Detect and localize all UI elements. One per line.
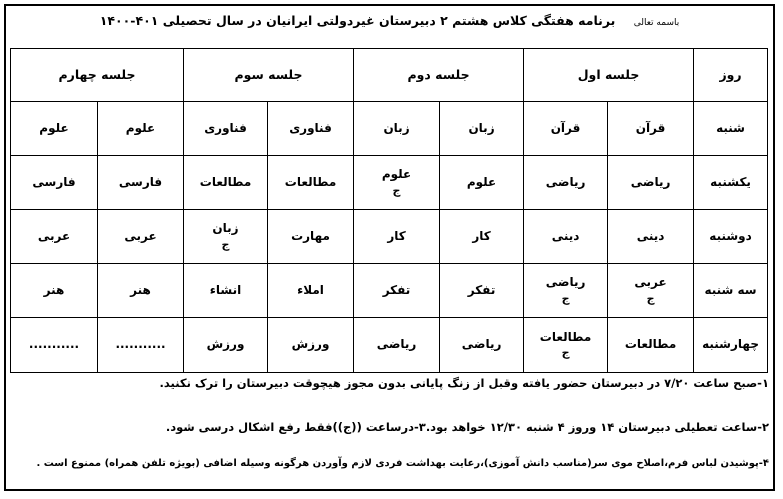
subject-cell [524, 318, 608, 373]
subject-text: فارسی [118, 174, 163, 189]
subject-text: کار [387, 228, 406, 243]
subject-cell [98, 264, 184, 318]
subject-text: دینی [551, 228, 580, 243]
subject-text: زبان [383, 120, 410, 135]
subject-cell [268, 318, 354, 373]
session-1-header: جلسه اول [524, 49, 694, 102]
session-4-header: جلسه چهارم [11, 49, 184, 102]
subject-cell [268, 102, 354, 156]
subject-cell [524, 264, 608, 318]
subject-cell [184, 102, 268, 156]
day-column-header: روز [694, 49, 768, 102]
table-row [11, 210, 768, 264]
subject-text: ریاضی [545, 275, 586, 290]
table-row [11, 318, 768, 373]
office-hours-mark: ج [646, 291, 655, 305]
subject-text: مطالعات [199, 174, 252, 189]
subject-text: تفکر [382, 282, 411, 297]
subject-text: ریاضی [376, 337, 417, 352]
subject-text: مهارت [291, 228, 330, 243]
subject-text: املاء [297, 282, 324, 297]
day-cell: دوشنبه [694, 210, 768, 264]
subject-text: علوم [381, 167, 412, 182]
subject-cell [440, 210, 524, 264]
subject-cell [524, 156, 608, 210]
subject-cell [440, 102, 524, 156]
subject-text: فناوری [289, 120, 332, 135]
subject-cell [98, 210, 184, 264]
subject-cell [354, 318, 440, 373]
subject-text: ریاضی [461, 337, 502, 352]
subject-cell [268, 210, 354, 264]
schedule-table [10, 48, 768, 373]
note-3: ۴-پوشیدن لباس فرم،اصلاح موی سر(مناسب دانش آموزی)،رعایت بهداشت فردی لازم وآوردن هرگونه وسیله اضافی (بویژه تلفن همراه) ممنوع است . [36, 458, 769, 469]
subject-cell [608, 156, 694, 210]
table-row [11, 156, 768, 210]
subject-text: فارسی [32, 174, 76, 189]
subject-cell [608, 264, 694, 318]
subject-text: ورزش [291, 337, 330, 352]
subject-cell [98, 102, 184, 156]
office-hours-mark: ج [561, 291, 570, 305]
table-row [11, 102, 768, 156]
subject-text: هنر [43, 282, 65, 297]
subject-text: تفکر [467, 282, 496, 297]
day-cell: سه شنبه [694, 264, 768, 318]
subject-text: مطالعات [624, 337, 677, 352]
subject-text: فناوری [204, 120, 247, 135]
subject-cell [11, 102, 98, 156]
subject-text: قرآن [635, 120, 666, 135]
subject-text: علوم [125, 120, 156, 135]
subject-cell [354, 156, 440, 210]
subject-text: علوم [466, 174, 497, 189]
basmala: باسمه تعالی [633, 18, 680, 28]
subject-cell [440, 156, 524, 210]
subject-cell [524, 210, 608, 264]
subject-text: قرآن [550, 120, 581, 135]
session-3-header: جلسه سوم [184, 49, 354, 102]
subject-text: انشاء [209, 282, 242, 297]
subject-cell [11, 318, 98, 373]
header [6, 6, 773, 46]
subject-cell [11, 264, 98, 318]
subject-cell [440, 264, 524, 318]
subject-text: عربی [634, 275, 667, 290]
subject-cell [184, 318, 268, 373]
subject-cell [440, 318, 524, 373]
subject-text: ورزش [206, 337, 245, 352]
header-row [11, 49, 768, 102]
office-hours-mark: ج [392, 183, 401, 197]
subject-text: کار [472, 228, 491, 243]
day-cell: یکشنبه [694, 156, 768, 210]
subject-text: دینی [636, 228, 665, 243]
note-1: ۱-صبح ساعت ۷/۲۰ در دبیرستان حضور یافته وقبل از زنگ پایانی بدون مجوز هیچوقت دبیرستان را ترک نکنید. [159, 376, 769, 390]
subject-cell [354, 102, 440, 156]
office-hours-mark: ج [561, 346, 570, 360]
subject-text: زبان [468, 120, 495, 135]
subject-cell [98, 156, 184, 210]
subject-text: عربی [37, 228, 71, 243]
subject-cell [524, 102, 608, 156]
subject-cell [98, 318, 184, 373]
subject-cell [184, 156, 268, 210]
note-2: ۲-ساعت تعطیلی دبیرستان ۱۴ وروز ۴ شنبه ۱۲/۳۰ خواهد بود.۳-درساعت ((ج))فقط رفع اشکال درسی شود. [165, 420, 769, 434]
subject-cell [184, 210, 268, 264]
subject-cell [608, 318, 694, 373]
page-title: برنامه هفتگی کلاس هشتم ۲ دبیرستان غیردولتی ایرانیان در سال تحصیلی ۴۰۱-۱۴۰۰ [99, 13, 616, 28]
subject-text: ریاضی [545, 174, 586, 189]
table-row [11, 264, 768, 318]
subject-cell [11, 156, 98, 210]
subject-cell [608, 210, 694, 264]
day-cell: شنبه [694, 102, 768, 156]
subject-text: عربی [124, 228, 157, 243]
subject-text: ........... [28, 337, 80, 352]
subject-text: ........... [115, 337, 166, 352]
day-cell: چهارشنبه [694, 318, 768, 373]
header-line [6, 13, 773, 28]
office-hours-mark: ج [221, 237, 230, 251]
session-2-header: جلسه دوم [354, 49, 524, 102]
subject-cell [354, 264, 440, 318]
subject-cell [11, 210, 98, 264]
subject-cell [268, 264, 354, 318]
subject-text: هنر [130, 282, 151, 297]
subject-text: مطالعات [539, 329, 592, 344]
subject-cell [354, 210, 440, 264]
subject-text: مطالعات [284, 174, 337, 189]
subject-cell [608, 102, 694, 156]
subject-text: ریاضی [630, 174, 671, 189]
subject-text: علوم [39, 120, 69, 135]
subject-cell [268, 156, 354, 210]
subject-text: زبان [212, 221, 239, 236]
subject-cell [184, 264, 268, 318]
